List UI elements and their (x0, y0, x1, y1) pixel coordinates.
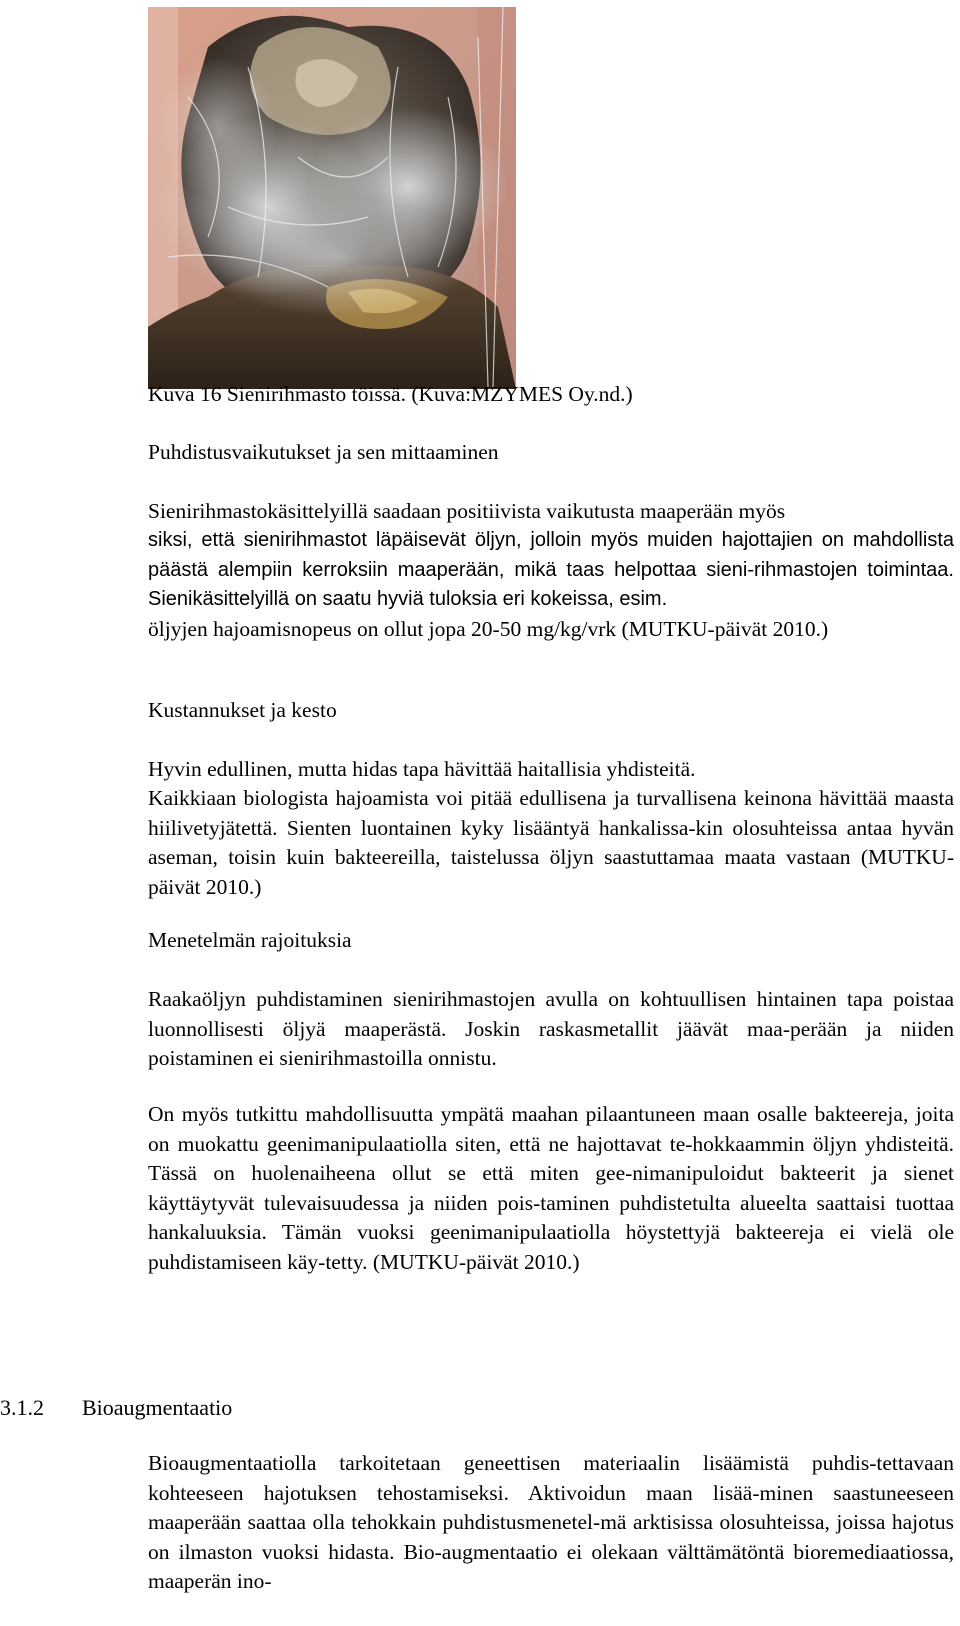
subsection-title: Bioaugmentaatio (82, 1395, 233, 1420)
subsection-number: 3.1.2 (0, 1395, 44, 1420)
heading-kustannukset: Kustannukset ja kesto (148, 698, 337, 722)
heading-menetelman-rajoituksia: Menetelmän rajoituksia (148, 928, 352, 952)
paragraph-rajoituksia-1: Raakaöljyn puhdistaminen sienirihmastojen avulla on kohtuullisen hintainen tapa poistaa luonnollisesti öljyä maaperästä. Joskin raskasmetallit jäävät maa-perään ja niiden poistaminen ei sienirihmastoilla onnistu. (148, 987, 954, 1071)
fungal-mycelium-photo (148, 7, 516, 389)
heading-puhdistusvaikutukset: Puhdistusvaikutukset ja sen mittaaminen (148, 440, 499, 464)
paragraph-puhdistus-line1: Sienirihmastokäsittelyillä saadaan positiivista vaikutusta maaperään myös (148, 499, 786, 523)
mycelium-image (148, 7, 516, 389)
figure-caption: Kuva 16 Sienirihmasto töissä. (Kuva:MZYMES Oy.nd.) (148, 382, 633, 406)
subsection-heading (0, 1393, 232, 1423)
paragraph-bioaugmentaatio: Bioaugmentaatiolla tarkoitetaan geneettisen materiaalin lisäämistä puhdis-tettavaan kohteeseen hajotuksen tehostamiseksi. Aktivoidun maan lisää-minen saastuneeseen maaperään saattaa olla tehokkain puhdistusmenetel-mä arktisissa olosuhteissa, joissa hajotus on ilmaston vuoksi hidasta. Bio-augmentaatio ei olekaan välttämätöntä bioremediaatiossa, maaperän ino- (148, 1451, 954, 1594)
paragraph-puhdistus-sans: siksi, että sienirihmastot läpäisevät öljyn, jolloin myös muiden hajottajien on mahdollista päästä alempiin kerroksiin maaperään, mikä taas helpottaa sieni-rihmastojen toimintaa. Sienikäsittelyillä on saatu hyviä tuloksia eri kokeissa, esim. (148, 529, 954, 611)
paragraph-kustannukset: Kaikkiaan biologista hajoamista voi pitää edullisena ja turvallisena keinona hävittää maasta hiilivetyjätettä. Sienten luontainen kyky lisääntyä hankalissa-kin olosuhteissa antaa hyvän aseman, toisin kuin bakteereilla, taistelussa öljyn saastuttamaa maata vastaan (MUTKU-päivät 2010.) (148, 786, 954, 899)
paragraph-puhdistus-rest: öljyjen hajoamisnopeus on ollut jopa 20-50 mg/kg/vrk (MUTKU-päivät 2010.) (148, 617, 829, 641)
paragraph-rajoituksia-2: On myös tutkittu mahdollisuutta ympätä maahan pilaantuneen maan osalle bakteereja, joita on muokattu geenimanipulaatiolla siten, että ne hajottavat te-hokkaammin öljyn yhdisteitä. Tässä on huolenaiheena ollut se että miten gee-nimanipuloidut bakteerit ja sienet käyttäytyvät tulevaisuudessa ja niiden pois-taminen puhdistetulta alueelta saattaisi tuottaa hankaluuksia. Tämän vuoksi geenimanipulaatiolla höystettyjä bakteereja ei vielä ole puhdistamiseen käy-tetty. (MUTKU-päivät 2010.) (148, 1102, 954, 1274)
paragraph-kustannukset-first: Hyvin edullinen, mutta hidas tapa hävittää haitallisia yhdisteitä. (148, 757, 696, 781)
